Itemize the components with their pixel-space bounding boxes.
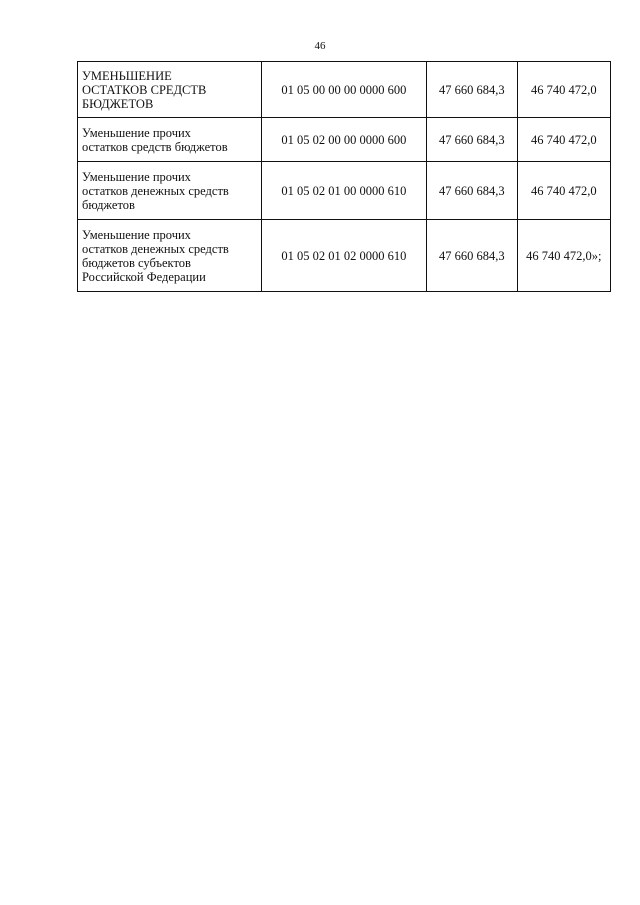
row-name-line: бюджетов субъектов	[82, 255, 191, 270]
page-number: 46	[314, 40, 326, 52]
budget-sources-table	[77, 61, 611, 292]
row-name-line: Уменьшение прочих	[82, 125, 191, 140]
table-row	[78, 220, 611, 292]
row-name-line: Уменьшение прочих	[82, 227, 191, 242]
row-name-cell	[78, 220, 262, 292]
classification-code-cell: 01 05 02 00 00 0000 600	[261, 118, 426, 162]
amount-first-cell: 47 660 684,3	[427, 162, 517, 220]
amount-first-cell: 47 660 684,3	[427, 220, 517, 292]
row-name-line: Уменьшение прочих	[82, 169, 191, 184]
table-row	[78, 162, 611, 220]
amount-second-cell: 46 740 472,0»;	[517, 220, 610, 292]
amount-first-cell: 47 660 684,3	[427, 118, 517, 162]
row-name-line: ОСТАТКОВ СРЕДСТВ	[82, 82, 207, 97]
classification-code-cell: 01 05 02 01 00 0000 610	[261, 162, 426, 220]
row-name-line: бюджетов	[82, 197, 135, 212]
amount-first-cell: 47 660 684,3	[427, 62, 517, 118]
row-name-line: Российской Федерации	[82, 269, 206, 284]
table-row	[78, 62, 611, 118]
row-name-line: остатков средств бюджетов	[82, 139, 228, 154]
table-row	[78, 118, 611, 162]
row-name-cell	[78, 62, 262, 118]
row-name-line: остатков денежных средств	[82, 241, 229, 256]
classification-code-cell: 01 05 00 00 00 0000 600	[261, 62, 426, 118]
row-name-line: БЮДЖЕТОВ	[82, 96, 154, 111]
row-name-line: УМЕНЬШЕНИЕ	[82, 68, 172, 83]
amount-second-cell: 46 740 472,0	[517, 62, 610, 118]
amount-second-cell: 46 740 472,0	[517, 118, 610, 162]
amount-second-cell: 46 740 472,0	[517, 162, 610, 220]
row-name-line: остатков денежных средств	[82, 183, 229, 198]
row-name-cell	[78, 162, 262, 220]
classification-code-cell: 01 05 02 01 02 0000 610	[261, 220, 426, 292]
row-name-cell	[78, 118, 262, 162]
